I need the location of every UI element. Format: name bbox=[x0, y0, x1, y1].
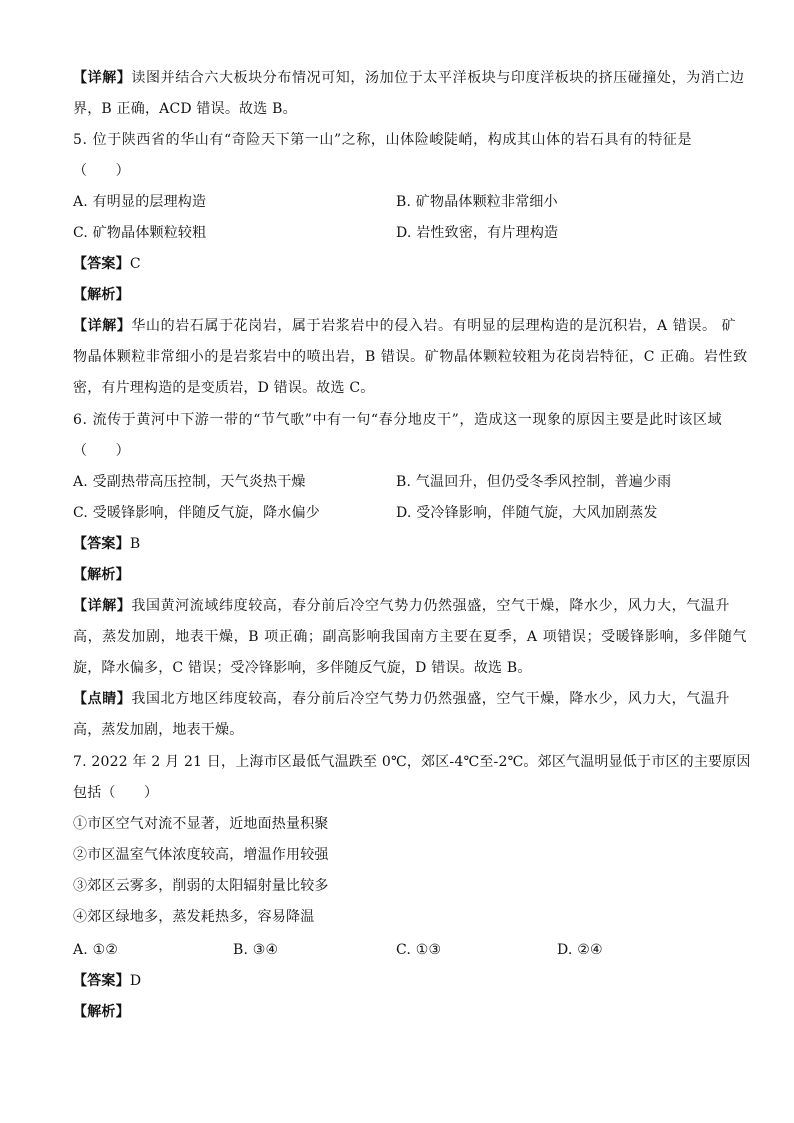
q7-stem-line-1: 7. 2022 年 2 月 21 日，上海市区最低气温跌至 0℃，郊区-4℃至-2℃。郊区气温明显低于市区的主要原因 bbox=[73, 754, 751, 770]
q7-analysis-tag: 【解析】 bbox=[73, 1004, 130, 1020]
q6-analysis-tag: 【解析】 bbox=[73, 567, 130, 583]
q7-option-d: D. ②④ bbox=[557, 942, 603, 958]
q6-detail-line-2: 高，蒸发加剧，地表干燥，B 项正确；副高影响我国南方主要在夏季，A 项错误；受暖锋影响，多伴随气 bbox=[73, 629, 748, 645]
answer-value: D bbox=[129, 973, 142, 989]
note-tag: 【点睛】 bbox=[73, 691, 132, 707]
q6-detail-line-1: 【详解】我国黄河流域纬度较高，春分前后冷空气势力仍然强盛，空气干燥，降水少，风力大，气温升 bbox=[73, 598, 731, 614]
q6-note-line-1: 【点睛】我国北方地区纬度较高，春分前后冷空气势力仍然强盛，空气干燥，降水少，风力大，气温升 bbox=[73, 691, 731, 707]
q6-stem-line-1: 6. 流传于黄河中下游一带的“节气歌”中有一句“春分地皮干”，造成这一现象的原因主要是此时该区域 bbox=[73, 412, 723, 428]
q4-detail-line-2: 界，B 正确，ACD 错误。故选 B。 bbox=[73, 101, 297, 117]
q4-detail-line-1: 【详解】读图并结合六大板块分布情况可知，汤加位于太平洋板块与印度洋板块的挤压碰撞处，为消亡边 bbox=[73, 70, 745, 86]
q5-option-d: D. 岩性致密，有片理构造 bbox=[396, 225, 559, 241]
q7-item-3: ③郊区云雾多，削弱的太阳辐射量比较多 bbox=[73, 878, 329, 894]
q5-option-a: A. 有明显的层理构造 bbox=[73, 194, 207, 210]
q5-stem-line-1: 5. 位于陕西省的华山有“奇险天下第一山”之称，山体险峻陡峭，构成其山体的岩石具有的特征是 bbox=[73, 132, 693, 148]
answer-value: C bbox=[129, 256, 141, 272]
q6-note-line-2: 高，蒸发加剧，地表干燥。 bbox=[73, 722, 244, 738]
answer-tag: 【答案】 bbox=[73, 256, 130, 272]
q5-stem-line-2: （ ） bbox=[73, 163, 130, 179]
answer-tag: 【答案】 bbox=[73, 973, 130, 989]
q7-item-4: ④郊区绿地多，蒸发耗热多，容易降温 bbox=[73, 909, 315, 925]
answer-value: B bbox=[129, 536, 141, 552]
q6-stem-line-2: （ ） bbox=[73, 443, 130, 459]
q6-detail-line-3: 旋，降水偏多，C 错误；受冷锋影响，多伴随反气旋，D 错误。故选 B。 bbox=[73, 660, 532, 676]
q6-option-a: A. 受副热带高压控制，天气炎热干燥 bbox=[73, 474, 306, 490]
detail-tag: 【详解】 bbox=[73, 70, 132, 86]
q7-item-1: ①市区空气对流不显著，近地面热量积聚 bbox=[73, 816, 329, 832]
q7-option-b: B. ③④ bbox=[233, 942, 279, 958]
q6-option-c: C. 受暖锋影响，伴随反气旋，降水偏少 bbox=[73, 505, 320, 521]
q5-analysis-tag: 【解析】 bbox=[73, 287, 130, 303]
q7-item-2: ②市区温室气体浓度较高，增温作用较强 bbox=[73, 847, 329, 863]
q6-option-b: B. 气温回升，但仍受冬季风控制，普遍少雨 bbox=[396, 474, 672, 490]
q5-option-c: C. 矿物晶体颗粒较粗 bbox=[73, 225, 207, 241]
q7-answer bbox=[73, 971, 141, 991]
q5-detail-line-1: 【详解】华山的岩石属于花岗岩，属于岩浆岩中的侵入岩。有明显的层理构造的是沉积岩，A 错误。 矿 bbox=[73, 318, 737, 334]
q7-option-c: C. ①③ bbox=[396, 942, 442, 958]
q7-option-a: A. ①② bbox=[73, 942, 119, 958]
q5-option-b: B. 矿物晶体颗粒非常细小 bbox=[396, 194, 558, 210]
q5-detail-line-3: 密，有片理构造的是变质岩，D 错误。故选 C。 bbox=[73, 380, 375, 396]
q5-answer bbox=[73, 254, 141, 274]
q6-answer bbox=[73, 534, 140, 554]
detail-tag: 【详解】 bbox=[73, 318, 132, 334]
q5-detail-line-2: 物晶体颗粒非常细小的是岩浆岩中的喷出岩，B 错误。矿物晶体颗粒较粗为花岗岩特征，C 正确。岩性致 bbox=[73, 349, 748, 365]
q6-option-d: D. 受冷锋影响，伴随气旋，大风加剧蒸发 bbox=[396, 505, 658, 521]
q7-stem-line-2: 包括（ ） bbox=[73, 785, 159, 801]
answer-tag: 【答案】 bbox=[73, 536, 130, 552]
detail-tag: 【详解】 bbox=[73, 598, 132, 614]
